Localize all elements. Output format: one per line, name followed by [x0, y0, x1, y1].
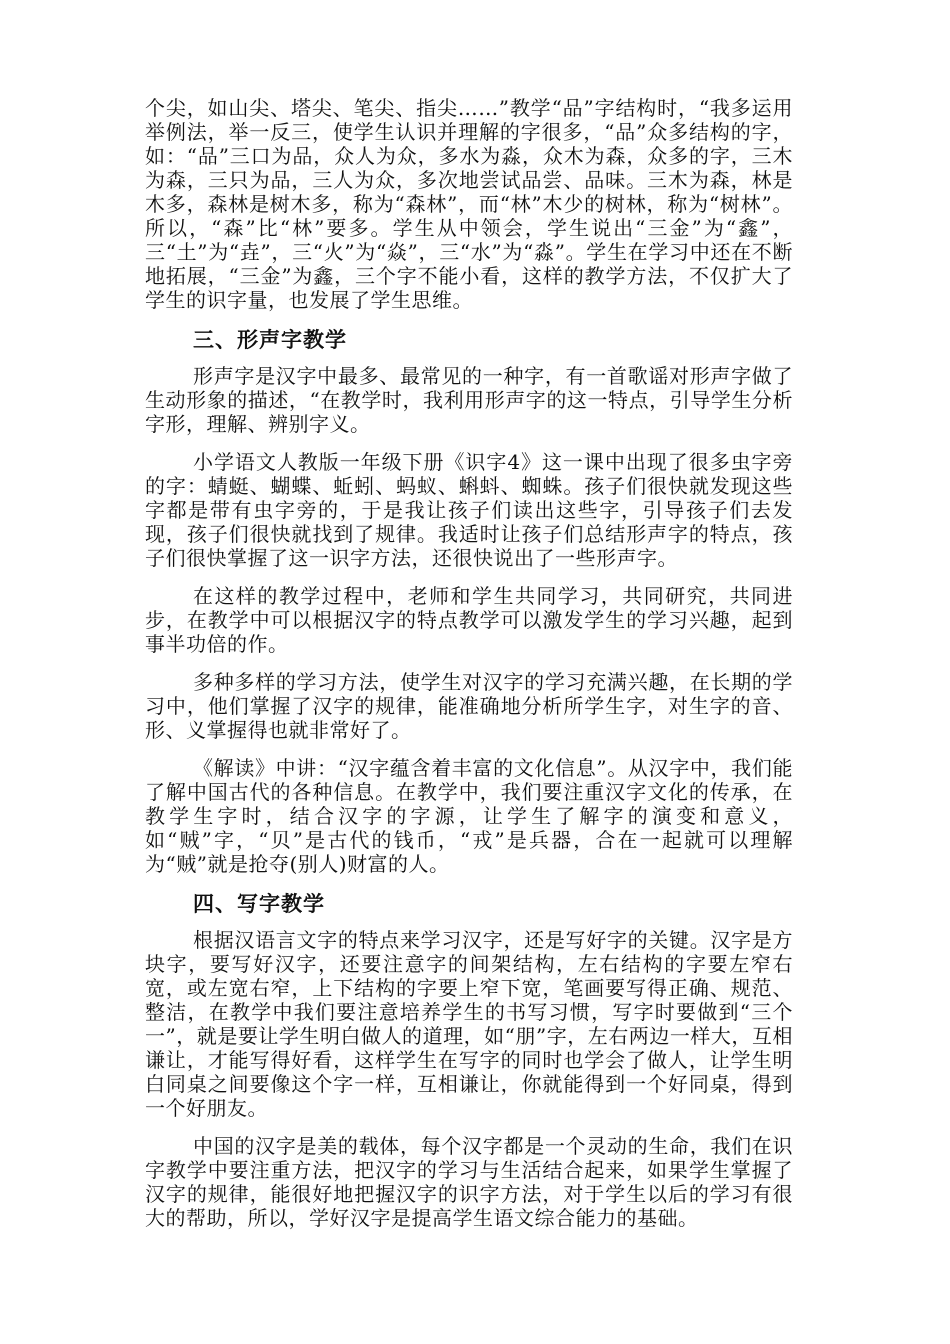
document-body [145, 96, 793, 1244]
paragraph-writing-key: 根据汉语言文字的特点来学习汉字，还是写好字的关键。汉字是方块字，要写好汉字，还要注意字的间架结构，左右结构的字要左窄右宽，或左宽右窄，上下结构的字要上窄下宽，笔画要写得正确、规范、整洁，在教学中我们要注意培养学生的书写习惯，写字时要做到“三个一”，就是要让学生明白做人的道理，如“朋”字，左右两边一样大，互相谦让，才能写得好看，这样学生在写字的同时也学会了做人，让学生明白同桌之间要像这个字一样，互相谦让，你就能得到一个好同桌，得到一个好朋友。 [145, 928, 793, 1120]
paragraph-learning-methods: 多种多样的学习方法，使学生对汉字的学习充满兴趣，在长期的学习中，他们掌握了汉字的规律，能准确地分析所学生字，对生字的音、形、义掌握得也就非常好了。 [145, 670, 793, 742]
heading-writing: 四、写字教学 [193, 892, 325, 916]
paragraph-phono-semantic-intro: 形声字是汉字中最多、最常见的一种字，有一首歌谣对形声字做了生动形象的描述，“在教学时，我利用形声字的这一特点，引导学生分析字形，理解、辨别字义。 [145, 364, 793, 436]
paragraph-word-structure: 个尖，如山尖、塔尖、笔尖、指尖……”教学“品”字结构时，“我多运用举例法，举一反三，使学生认识并理解的字很多，“品”众多结构的字，如：“品”三口为品，众人为众，多水为淼，众木为森，众多的字，三木为森，三只为品，三人为众，多次地尝试品尝、品味。三木为森，林是木多，森林是树木多，称为“森林”，而“林”木少的树林，称为“树林”。所以，“森”比“林”要多。学生从中领会，学生说出“三金”为“鑫”，三“土”为“垚”，三“火”为“焱”，三“水”为“淼”。学生在学习中还在不断地拓展，“三金”为鑫，三个字不能小看，这样的教学方法，不仅扩大了学生的识字量，也发展了学生思维。 [145, 96, 793, 312]
paragraph-teaching-process: 在这样的教学过程中，老师和学生共同学习，共同研究，共同进步，在教学中可以根据汉字的特点教学可以激发学生的学习兴趣，起到事半功倍的作。 [145, 584, 793, 656]
paragraph-insect-radical: 小学语文人教版一年级下册《识字4》这一课中出现了很多虫字旁的字：蜻蜓、蝴蝶、蚯蚓、蚂蚁、蝌蚪、蜘蛛。孩子们很快就发现这些字都是带有虫字旁的，于是我让孩子们读出这些字，引导孩子们去发现，孩子们很快就找到了规律。我适时让孩子们总结形声字的特点，孩子们很快掌握了这一识字方法，还很快说出了一些形声字。 [145, 450, 793, 570]
paragraph-cultural-info: 《解读》中讲：“汉字蕴含着丰富的文化信息”。从汉字中，我们能了解中国古代的各种信息。在教学中，我们要注重汉字文化的传承，在教学生字时，结合汉字的字源，让学生了解字的演变和意义，如“贼”字，“贝”是古代的钱币，“戎”是兵器，合在一起就可以理解为“贼”就是抢夺(别人)财富的人。 [145, 756, 793, 876]
heading-phono-semantic: 三、形声字教学 [193, 328, 347, 352]
paragraph-conclusion: 中国的汉字是美的载体，每个汉字都是一个灵动的生命，我们在识字教学中要注重方法，把汉字的学习与生活结合起来，如果学生掌握了汉字的规律，能很好地把握汉字的识字方法，对于学生以后的学习有很大的帮助，所以，学好汉字是提高学生语文综合能力的基础。 [145, 1134, 793, 1230]
